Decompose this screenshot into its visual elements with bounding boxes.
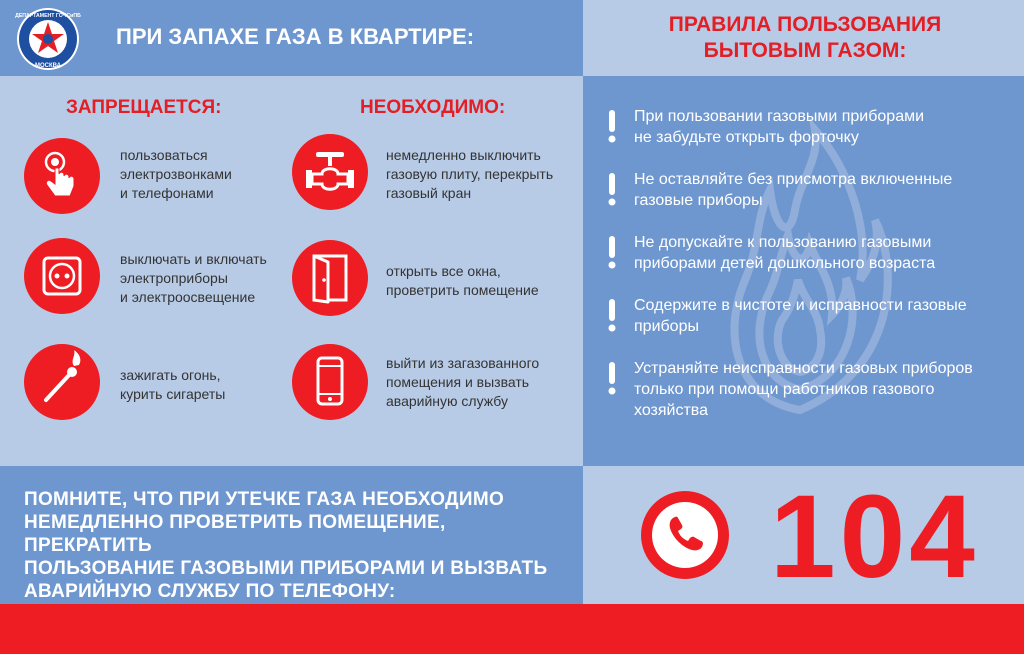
exclamation-icon	[606, 169, 618, 209]
forbidden-item-3-line1: зажигать огонь,	[120, 367, 221, 383]
rules-title-line2: БЫТОВЫМ ГАЗОМ:	[703, 39, 907, 62]
exclamation-icon	[606, 106, 618, 146]
required-item-1-line2: газовую плиту, перекрыть	[386, 166, 554, 182]
required-item-2-text	[386, 262, 539, 300]
required-item-1-line3: газовый кран	[386, 185, 472, 201]
rule-item-5-line1: Устраняйте неисправности газовых приборов	[634, 360, 973, 377]
forbidden-item-1-text	[120, 146, 232, 203]
exclamation-icon	[606, 295, 618, 335]
logo-bottom-text: МОСКВА	[34, 63, 62, 69]
window-icon	[292, 240, 368, 316]
forbidden-item-1-line1: пользоваться	[120, 147, 208, 163]
required-title: НЕОБХОДИМО:	[360, 97, 506, 118]
gas-valve-icon	[292, 134, 368, 210]
forbidden-item-2-line3: и электроосвещение	[120, 289, 256, 305]
mobile-phone-icon	[292, 344, 368, 420]
forbidden-item-2-line2: электроприборы	[120, 270, 228, 286]
reminder-line3: ПОЛЬЗОВАНИЕ ГАЗОВЫМИ ПРИБОРАМИ И ВЫЗВАТЬ	[24, 558, 548, 579]
required-item-3-line3: аварийную службу	[386, 393, 508, 409]
rule-item-1-line2: не забудьте открыть форточку	[634, 129, 859, 146]
required-item-1-line1: немедленно выключить	[386, 147, 541, 163]
emergency-number: 104	[770, 471, 979, 603]
reminder-text	[24, 488, 574, 603]
exclamation-icon	[606, 232, 618, 272]
required-item-2-line1: открыть все окна,	[386, 263, 501, 279]
rule-item-3-line2: приборами детей дошкольного возраста	[634, 255, 936, 272]
reminder-line4: АВАРИЙНУЮ СЛУЖБУ ПО ТЕЛЕФОНУ:	[24, 581, 396, 602]
rule-item-5-text	[634, 358, 1006, 421]
rule-item-5-line2: только при помощи работников газового	[634, 381, 935, 398]
logo-top-text: ДЕПАРТАМЕНТ ГОЧСиПБ	[15, 13, 81, 19]
rule-item-2-line1: Не оставляйте без присмотра включенные	[634, 171, 953, 188]
reminder-line1: ПОМНИТЕ, ЧТО ПРИ УТЕЧКЕ ГАЗА НЕОБХОДИМО	[24, 489, 505, 510]
reminder-line2: НЕМЕДЛЕННО ПРОВЕТРИТЬ ПОМЕЩЕНИЕ, ПРЕКРАТИТЬ	[24, 512, 446, 556]
socket-icon	[24, 238, 100, 314]
bottom-red-bar	[0, 604, 1024, 654]
department-logo-icon	[12, 6, 84, 72]
match-icon	[24, 344, 100, 420]
doorbell-icon	[24, 138, 100, 214]
rule-item-3-line1: Не допускайте к пользованию газовыми	[634, 234, 932, 251]
rules-title-line1: ПРАВИЛА ПОЛЬЗОВАНИЯ	[668, 13, 942, 36]
rule-item-4-text	[634, 295, 1006, 337]
rules-title	[600, 12, 1010, 64]
telephone-handset-icon	[640, 490, 730, 580]
required-item-1-text	[386, 146, 553, 203]
forbidden-title: ЗАПРЕЩАЕТСЯ:	[66, 97, 222, 118]
required-item-3-line2: помещения и вызвать	[386, 374, 530, 390]
forbidden-item-3-text	[120, 366, 225, 404]
forbidden-item-2-text	[120, 250, 267, 307]
forbidden-item-1-line2: электрозвонками	[120, 166, 232, 182]
forbidden-item-1-line3: и телефонами	[120, 185, 214, 201]
forbidden-item-3-line2: курить сигареты	[120, 386, 226, 402]
exclamation-icon	[606, 358, 618, 398]
forbidden-item-2-line1: выключать и включать	[120, 251, 267, 267]
required-item-3-text	[386, 354, 539, 411]
rule-item-4-line2: приборы	[634, 318, 699, 335]
rule-item-2-text	[634, 169, 1006, 211]
rule-item-2-line2: газовые приборы	[634, 192, 763, 209]
rule-item-1-line1: При пользовании газовыми приборами	[634, 108, 925, 125]
required-item-2-line2: проветрить помещение	[386, 282, 539, 298]
required-item-3-line1: выйти из загазованного	[386, 355, 540, 371]
header-title: ПРИ ЗАПАХЕ ГАЗА В КВАРТИРЕ:	[116, 24, 475, 49]
rule-item-3-text	[634, 232, 1006, 274]
rule-item-4-line1: Содержите в чистоте и исправности газовые	[634, 297, 967, 314]
rule-item-5-line3: хозяйства	[634, 402, 709, 419]
rule-item-1-text	[634, 106, 1006, 148]
